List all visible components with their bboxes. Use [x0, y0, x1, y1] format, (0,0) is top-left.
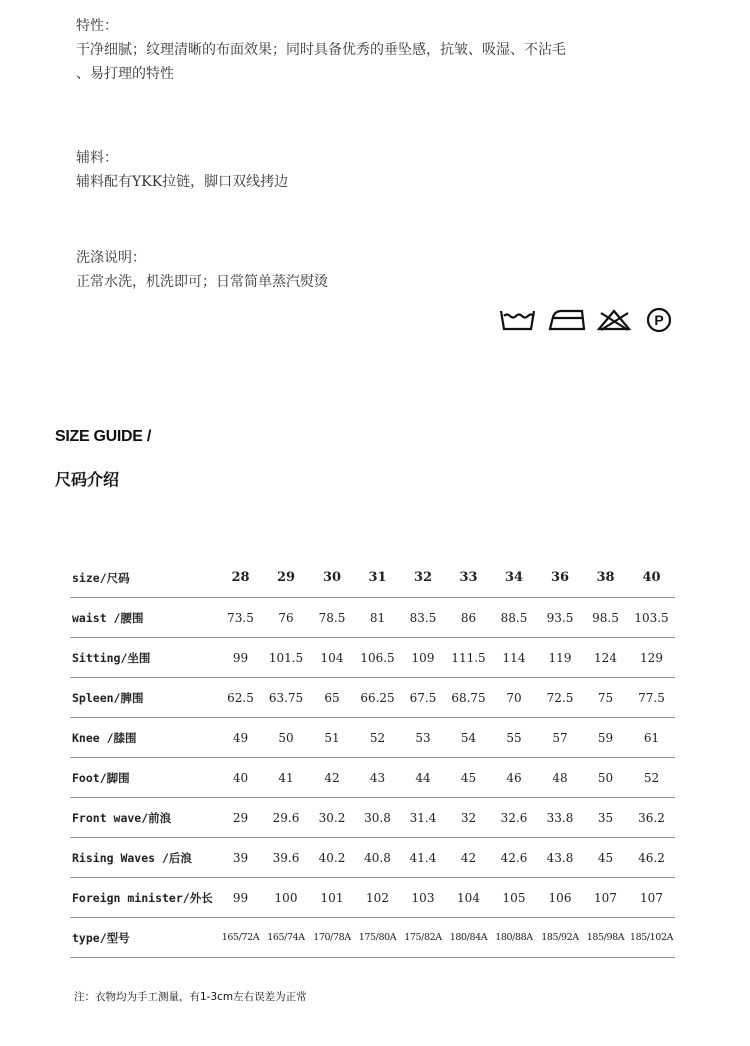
table-cell: 30.8	[355, 798, 400, 838]
table-row	[70, 758, 675, 798]
dry-clean-p-letter: P	[654, 312, 664, 328]
table-cell: 106	[537, 878, 583, 918]
table-cell: 40	[628, 558, 675, 598]
table-cell: 107	[583, 878, 628, 918]
table-cell: 39.6	[263, 838, 309, 878]
features-title: 特性：	[76, 18, 118, 34]
row-label: Knee /膝围	[70, 718, 218, 758]
row-label: waist /腰围	[70, 598, 218, 638]
washing-section	[76, 246, 328, 294]
table-cell: 30.2	[309, 798, 355, 838]
table-cell: 32	[446, 798, 491, 838]
table-cell: 30	[309, 558, 355, 598]
table-cell: 100	[263, 878, 309, 918]
table-cell: 61	[628, 718, 675, 758]
table-cell: 185/92A	[537, 918, 583, 958]
table-cell: 46.2	[628, 838, 675, 878]
table-row	[70, 798, 675, 838]
table-cell: 50	[263, 718, 309, 758]
table-cell: 32.6	[491, 798, 537, 838]
washing-title: 洗涤说明：	[76, 250, 146, 266]
table-cell: 109	[400, 638, 446, 678]
table-cell: 103	[400, 878, 446, 918]
table-cell: 54	[446, 718, 491, 758]
table-cell: 35	[583, 798, 628, 838]
table-cell: 67.5	[400, 678, 446, 718]
features-section	[76, 14, 566, 86]
table-cell: 45	[446, 758, 491, 798]
table-cell: 78.5	[309, 598, 355, 638]
table-cell: 185/102A	[628, 918, 675, 958]
table-cell: 49	[218, 718, 263, 758]
table-cell: 114	[491, 638, 537, 678]
table-cell: 101.5	[263, 638, 309, 678]
table-cell: 57	[537, 718, 583, 758]
table-cell: 46	[491, 758, 537, 798]
table-cell: 38	[583, 558, 628, 598]
table-cell: 40.8	[355, 838, 400, 878]
features-text-line1: 干净细腻；纹理清晰的布面效果；同时具备优秀的垂坠感，抗皱、吸湿、不沾毛	[76, 42, 566, 58]
table-cell: 59	[583, 718, 628, 758]
table-cell: 32	[400, 558, 446, 598]
table-cell: 42.6	[491, 838, 537, 878]
table-cell: 52	[355, 718, 400, 758]
care-icons	[498, 305, 678, 335]
table-cell: 129	[628, 638, 675, 678]
table-cell: 41.4	[400, 838, 446, 878]
table-cell: 40.2	[309, 838, 355, 878]
row-label: Front wave/前浪	[70, 798, 218, 838]
table-cell: 75	[583, 678, 628, 718]
table-cell: 28	[218, 558, 263, 598]
table-row	[70, 918, 675, 958]
table-cell: 104	[446, 878, 491, 918]
table-cell: 88.5	[491, 598, 537, 638]
table-cell: 103.5	[628, 598, 675, 638]
row-label: Rising Waves /后浪	[70, 838, 218, 878]
table-cell: 101	[309, 878, 355, 918]
table-cell: 175/82A	[400, 918, 446, 958]
accessories-section	[76, 146, 288, 194]
table-cell: 33.8	[537, 798, 583, 838]
table-cell: 83.5	[400, 598, 446, 638]
table-cell: 98.5	[583, 598, 628, 638]
table-cell: 62.5	[218, 678, 263, 718]
table-cell: 185/98A	[583, 918, 628, 958]
tumble-dry-icon	[550, 311, 584, 329]
table-cell: 29	[263, 558, 309, 598]
table-cell: 40	[218, 758, 263, 798]
table-row	[70, 678, 675, 718]
accessories-title: 辅料：	[76, 150, 118, 166]
row-label: type/型号	[70, 918, 218, 958]
wash-tub-icon	[501, 311, 534, 329]
table-cell: 111.5	[446, 638, 491, 678]
table-cell: 81	[355, 598, 400, 638]
table-cell: 42	[446, 838, 491, 878]
table-cell: 165/72A	[218, 918, 263, 958]
table-cell: 106.5	[355, 638, 400, 678]
table-cell: 42	[309, 758, 355, 798]
table-cell: 65	[309, 678, 355, 718]
do-not-bleach-icon	[599, 311, 629, 330]
table-row	[70, 718, 675, 758]
row-label: size/尺码	[70, 558, 218, 598]
table-cell: 77.5	[628, 678, 675, 718]
size-table	[70, 558, 675, 958]
table-cell: 55	[491, 718, 537, 758]
table-cell: 86	[446, 598, 491, 638]
table-cell: 124	[583, 638, 628, 678]
table-cell: 73.5	[218, 598, 263, 638]
size-guide-title-cn: 尺码介绍	[55, 470, 120, 489]
washing-text: 正常水洗，机洗即可；日常简单蒸汽熨烫	[76, 274, 328, 290]
table-row	[70, 638, 675, 678]
row-label: Foot/脚围	[70, 758, 218, 798]
measurement-note: 注：衣物均为手工测量，有1-3cm左右误差为正常	[74, 991, 307, 1003]
row-label: Foreign minister/外长	[70, 878, 218, 918]
table-cell: 34	[491, 558, 537, 598]
table-cell: 29	[218, 798, 263, 838]
table-row	[70, 598, 675, 638]
table-cell: 45	[583, 838, 628, 878]
table-cell: 99	[218, 878, 263, 918]
row-label: Sitting/坐围	[70, 638, 218, 678]
table-cell: 105	[491, 878, 537, 918]
table-cell: 165/74A	[263, 918, 309, 958]
size-guide-title-en: SIZE GUIDE /	[55, 428, 151, 445]
dry-clean-p-icon	[648, 309, 670, 331]
table-cell: 50	[583, 758, 628, 798]
table-cell: 170/78A	[309, 918, 355, 958]
table-cell: 68.75	[446, 678, 491, 718]
features-text-line2: 、易打理的特性	[76, 66, 174, 82]
table-cell: 93.5	[537, 598, 583, 638]
table-cell: 52	[628, 758, 675, 798]
table-cell: 33	[446, 558, 491, 598]
table-cell: 102	[355, 878, 400, 918]
size-header-row	[70, 558, 675, 598]
table-cell: 44	[400, 758, 446, 798]
table-cell: 29.6	[263, 798, 309, 838]
table-cell: 43	[355, 758, 400, 798]
table-cell: 76	[263, 598, 309, 638]
table-cell: 48	[537, 758, 583, 798]
table-cell: 180/88A	[491, 918, 537, 958]
table-cell: 119	[537, 638, 583, 678]
table-cell: 36.2	[628, 798, 675, 838]
table-cell: 66.25	[355, 678, 400, 718]
table-cell: 36	[537, 558, 583, 598]
table-cell: 31	[355, 558, 400, 598]
table-cell: 175/80A	[355, 918, 400, 958]
table-cell: 63.75	[263, 678, 309, 718]
table-cell: 51	[309, 718, 355, 758]
table-cell: 70	[491, 678, 537, 718]
table-cell: 43.8	[537, 838, 583, 878]
table-cell: 41	[263, 758, 309, 798]
table-cell: 31.4	[400, 798, 446, 838]
table-cell: 107	[628, 878, 675, 918]
table-cell: 72.5	[537, 678, 583, 718]
row-label: Spleen/脾围	[70, 678, 218, 718]
table-row	[70, 878, 675, 918]
table-row	[70, 838, 675, 878]
table-cell: 104	[309, 638, 355, 678]
table-cell: 39	[218, 838, 263, 878]
table-cell: 180/84A	[446, 918, 491, 958]
table-cell: 53	[400, 718, 446, 758]
table-cell: 99	[218, 638, 263, 678]
accessories-text: 辅料配有YKK拉链，脚口双线拷边	[76, 174, 289, 190]
